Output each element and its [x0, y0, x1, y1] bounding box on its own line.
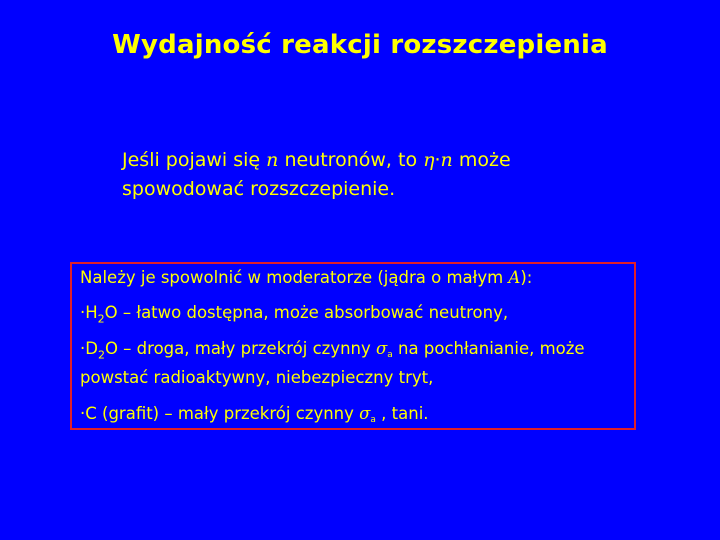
intro-dot: ·	[434, 149, 441, 171]
intro-part2: neutronów, to	[278, 149, 424, 171]
sigma-symbol: σ	[376, 339, 388, 359]
h2o-item	[80, 303, 626, 325]
h2o-text: O – łatwo dostępna, może absorbować neutrony,	[104, 303, 509, 322]
intro-text	[122, 146, 511, 204]
mass-number-symbol: A	[508, 268, 521, 287]
intro-n-symbol-2: n	[440, 149, 453, 171]
d2o-line-2: powstać radioaktywny, niebezpieczny tryt,	[80, 367, 434, 387]
moderator-intro	[80, 268, 626, 287]
h2o-prefix: ·H	[80, 303, 98, 322]
d2o-subscript: 2	[97, 348, 105, 362]
slide-title: Wydajność reakcji rozszczepienia	[112, 30, 608, 60]
d2o-item	[80, 338, 626, 388]
sigma-subscript-2: a	[370, 414, 376, 425]
d2o-prefix: ·D	[80, 339, 98, 359]
intro-eta-symbol: η	[423, 149, 435, 171]
h2o-subscript: 2	[97, 312, 105, 326]
graphite-item	[80, 404, 626, 425]
intro-part3: może	[452, 149, 511, 171]
graphite-text: ·C (grafit) – mały przekrój czynny	[80, 403, 360, 423]
intro-line-1	[122, 146, 511, 175]
sigma-symbol-2: σ	[359, 403, 371, 423]
intro-part1: Jeśli pojawi się	[122, 149, 267, 171]
d2o-text-2: na pochłanianie, może	[392, 339, 585, 359]
sigma-subscript: a	[387, 350, 393, 361]
moderator-box	[70, 262, 636, 430]
intro-line-2: spowodować rozszczepienie.	[122, 178, 396, 200]
moderator-intro-end: ):	[520, 268, 533, 287]
moderator-intro-text: Należy je spowolnić w moderatorze (jądra o małym	[80, 268, 509, 287]
d2o-text: O – droga, mały przekrój czynny	[104, 339, 377, 359]
intro-n-symbol: n	[266, 149, 279, 171]
graphite-end: , tani.	[375, 403, 429, 423]
